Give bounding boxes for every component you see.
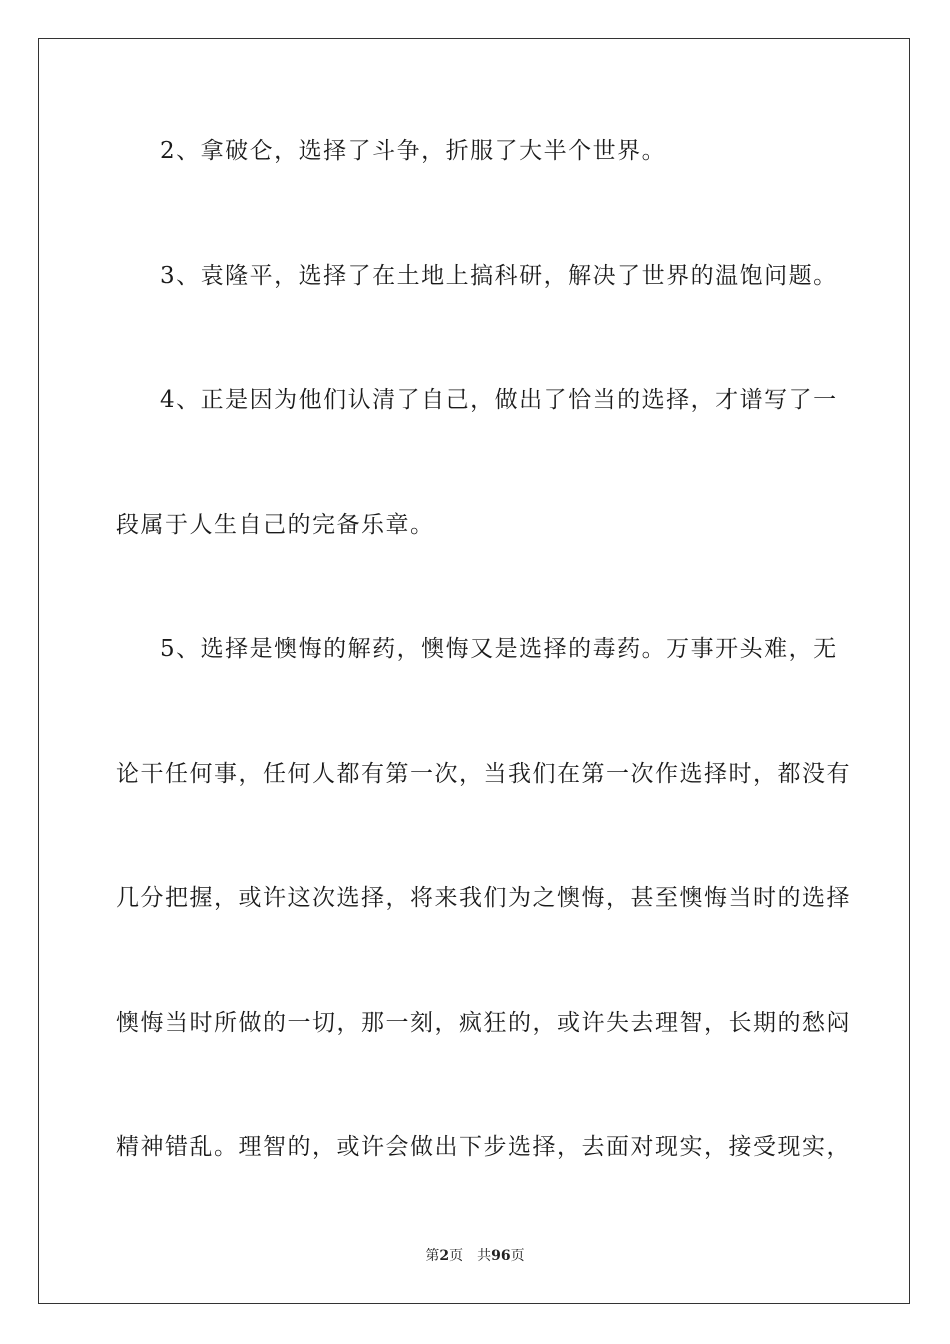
paragraph-line: 精神错乱。理智的，或许会做出下步选择，去面对现实，接受现实， [116,1134,851,1160]
total-suffix: 页 [510,1248,525,1264]
paragraph-line: 懊悔当时所做的一切，那一刻，疯狂的，或许失去理智，长期的愁闷 [116,1010,851,1036]
paragraph-line: 段属于人生自己的完备乐章。 [116,512,435,538]
paragraph-line: 几分把握，或许这次选择，将来我们为之懊悔，甚至懊悔当时的选择 [116,885,851,911]
page-border [38,38,910,1304]
paragraph-line: 4、正是因为他们认清了自己，做出了恰当的选择，才谱写了一 [160,387,838,413]
page-number: 2 [439,1248,450,1264]
page-footer [0,1246,950,1266]
paragraph-line: 2、拿破仑，选择了斗争，折服了大半个世界。 [160,138,667,164]
paragraph-line: 5、选择是懊悔的解药，懊悔又是选择的毒药。万事开头难，无 [160,636,838,662]
page-suffix: 页 [449,1248,464,1264]
page-prefix: 第 [425,1248,440,1264]
paragraph-line: 论干任何事，任何人都有第一次，当我们在第一次作选择时，都没有 [116,761,851,787]
total-prefix: 共 [477,1248,492,1264]
paragraph-line: 3、袁隆平，选择了在土地上搞科研，解决了世界的温饱问题。 [160,263,838,289]
total-pages: 96 [491,1248,511,1264]
